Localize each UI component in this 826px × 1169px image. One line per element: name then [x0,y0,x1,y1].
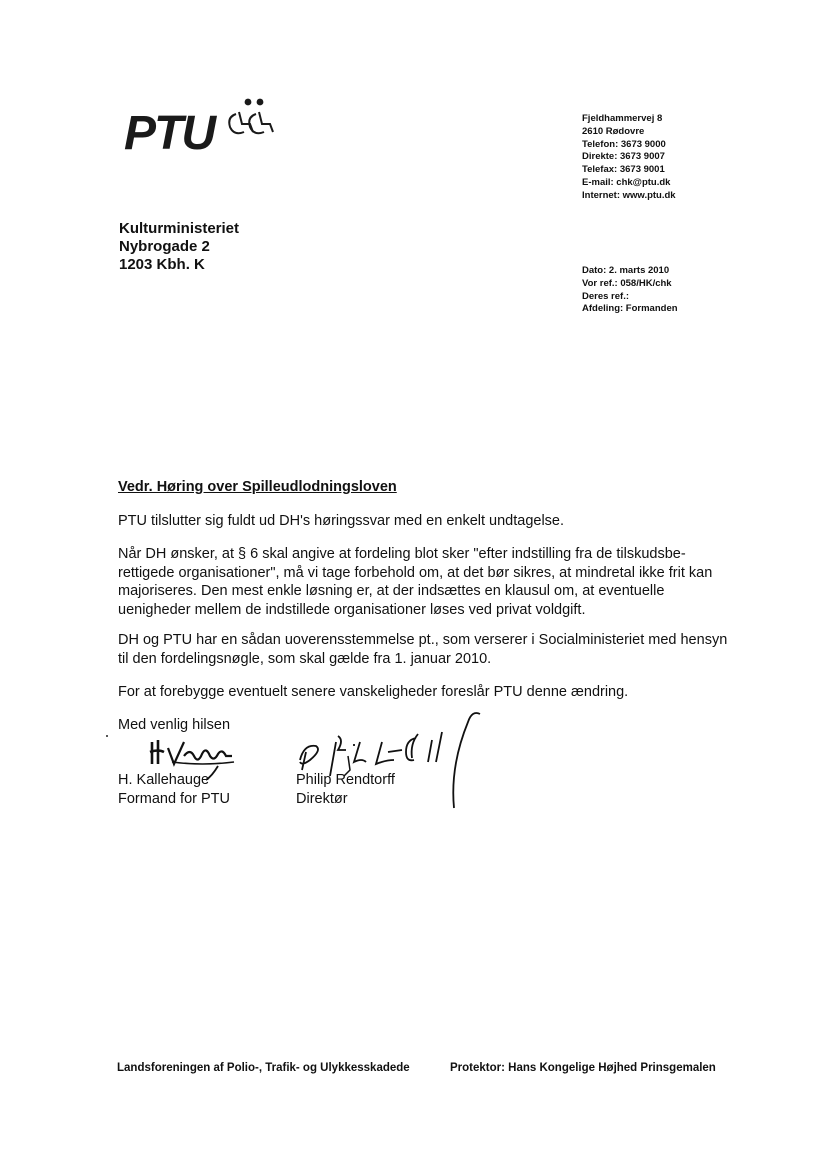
closing-salutation: Med venlig hilsen [118,717,231,733]
sender-website: Internet: www.ptu.dk [582,189,676,201]
recipient-name: Kulturministeriet [119,220,240,237]
department: Afdeling: Formanden [582,303,678,315]
sender-email: E-mail: chk@ptu.dk [582,176,671,188]
signatory-title: Direktør [296,790,348,807]
body-paragraph-3: DH og PTU har en sådan uoverensstemmelse pt., som verserer i Socialministeriet med hensyn til den fordelingsnøgle, som skal gælde fra 1. januar 2010. [118,632,728,667]
sender-street: Fjeldhammervej 8 [582,113,663,124]
sender-address-block [582,113,676,203]
recipient-street: Nybrogade 2 [119,238,210,255]
signatory-title: Formand for PTU [118,790,230,807]
signatory-kallehauge [118,771,230,808]
recipient-address-block [119,220,239,274]
letter-subject: Vedr. Høring over Spilleudlodningsloven [118,479,397,495]
letter-meta-block [582,265,678,316]
stray-mark [106,735,108,737]
signatory-name: H. Kallehauge [118,772,210,788]
footer-patron: Protektor: Hans Kongelige Højhed Prinsgemalen [450,1062,716,1074]
your-reference: Deres ref.: [582,290,629,302]
letter-date: Dato: 2. marts 2010 [582,265,670,276]
our-reference: Vor ref.: 058/HK/chk [582,277,672,289]
body-paragraph-2: Når DH ønsker, at § 6 skal angive at fordeling blot sker "efter indstilling fra de tilskudsbe-rettigede organisationer", må vi tage forbehold om, at det bør sikres, at mindretal ikke frit kan majoriseres. Den mest enkle løsning er, at der indsættes en klausul om, at eventuelle uenigheder mellem de indstillede organisationer løses ved privat voldgift. [118,546,713,618]
sender-fax: Telefax: 3673 9001 [582,164,665,176]
sender-direct: Direkte: 3673 9007 [582,151,665,163]
signatory-rendtorff [296,771,395,808]
signatory-name: Philip Rendtorff [296,772,395,788]
body-paragraph-4: For at forebygge eventuelt senere vanskeligheder foreslår PTU denne ændring. [118,684,629,700]
sender-city: 2610 Rødovre [582,125,645,137]
logo-text: PTU [124,107,214,160]
wheelchair-users-icon [222,96,278,146]
recipient-city: 1203 Kbh. K [119,256,205,273]
ptu-logo [122,96,292,166]
sender-phone: Telefon: 3673 9000 [582,138,666,150]
footer-organisation: Landsforeningen af Polio-, Trafik- og Ulykkesskadede [117,1062,410,1074]
body-paragraph-1: PTU tilslutter sig fuldt ud DH's høringssvar med en enkelt undtagelse. [118,513,565,529]
